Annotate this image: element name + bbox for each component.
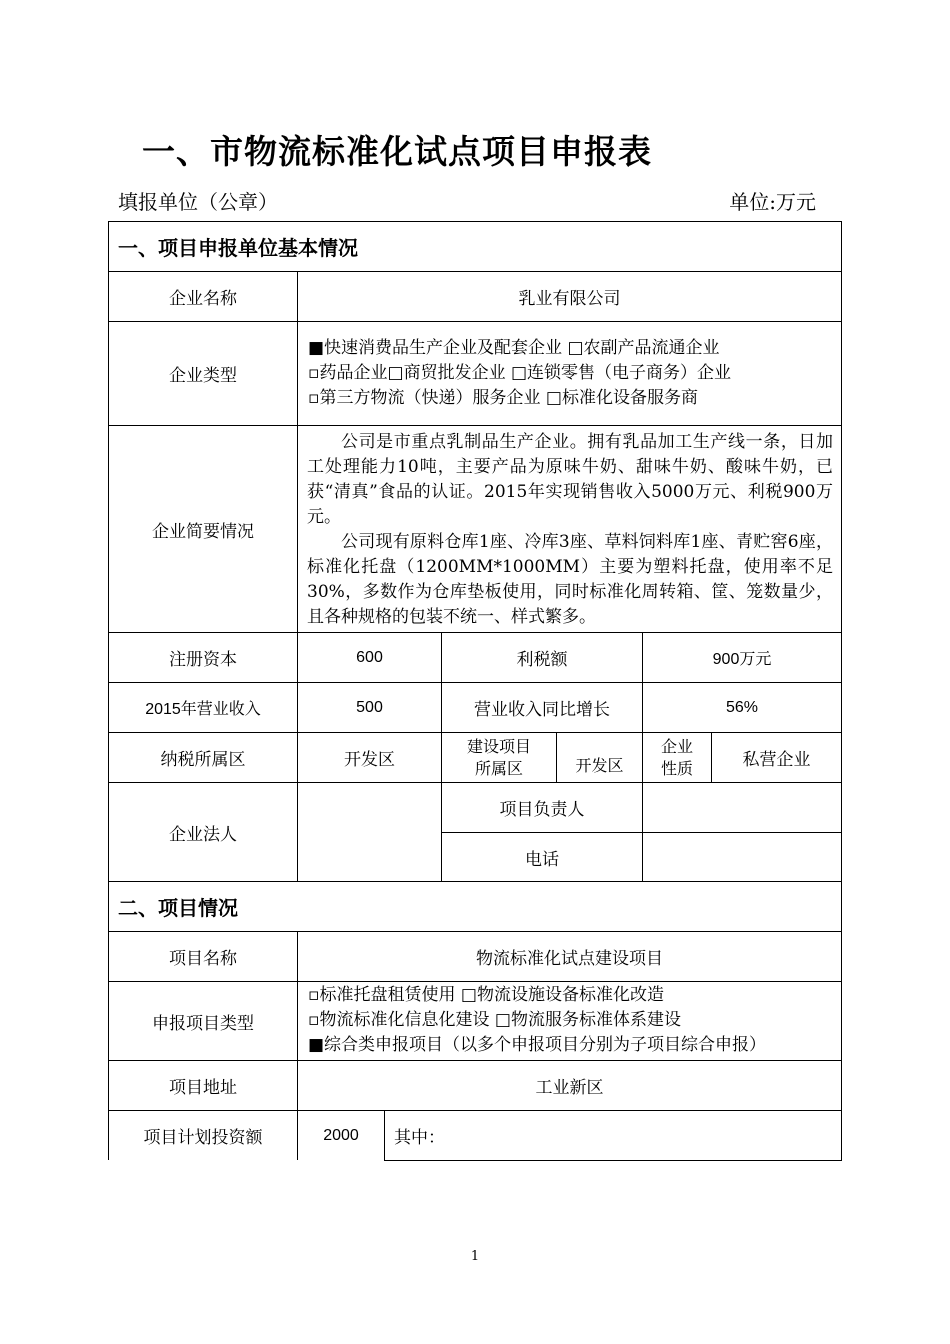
- legal-person-label: 企业法人: [108, 782, 298, 882]
- phone-value: [642, 832, 842, 882]
- project-type-option-line: ▫物流标准化信息化建设 □物流服务标准体系建设: [308, 1010, 681, 1030]
- project-name-value: 物流标准化试点建设项目: [297, 931, 842, 982]
- company-name-label: 企业名称: [108, 271, 298, 322]
- phone-label: 电话: [441, 832, 643, 882]
- investment-detail: 其中：: [384, 1110, 842, 1161]
- page-title: 一、市物流标准化试点项目申报表: [142, 132, 652, 171]
- tax-district-value: 开发区: [297, 732, 442, 783]
- currency-unit-label: 单位:万元: [729, 190, 816, 214]
- summary-paragraph: 公司是市重点乳制品生产企业。拥有乳品加工生产线一条，日加工处理能力10吨，主要产品为原味牛奶、甜味牛奶、酸味牛奶，已获“清真”食品的认证。2015年实现销售收入5000万元、利税900万元。: [307, 432, 833, 527]
- project-name-label: 项目名称: [108, 931, 298, 982]
- registered-capital-value: 600: [297, 632, 442, 683]
- profit-tax-value: 900万元: [642, 632, 842, 683]
- profit-tax-label: 利税额: [441, 632, 643, 683]
- summary-paragraph: 公司现有原料仓库1座、冷库3座、草料饲料库1座、青贮窖6座，标准化托盘（1200MM*1000MM）主要为塑料托盘，使用率不足30%，多数作为仓库垫板使用，同时标准化周转箱、筐、笼数量少，且各种规格的包装不统一、样式繁多。: [307, 532, 833, 627]
- company-type-label: 企业类型: [108, 321, 298, 426]
- revenue-growth-label: 营业收入同比增长: [441, 682, 643, 733]
- filler-unit-label: 填报单位（公章）: [118, 190, 278, 214]
- company-name-value: 乳业有限公司: [297, 271, 842, 322]
- project-manager-label: 项目负责人: [441, 782, 643, 833]
- project-type-options: [297, 981, 842, 1061]
- company-type-option-line: ▫第三方物流（快递）服务企业 □标准化设备服务商: [308, 388, 698, 408]
- summary-label: 企业简要情况: [108, 425, 298, 633]
- company-type-options: [297, 321, 842, 426]
- company-type-option-line: ▫药品企业□商贸批发企业 □连锁零售（电子商务）企业: [308, 363, 732, 383]
- project-district-value: 开发区: [556, 732, 643, 783]
- revenue-value: 500: [297, 682, 442, 733]
- project-address-value: 工业新区: [297, 1060, 842, 1111]
- registered-capital-label: 注册资本: [108, 632, 298, 683]
- revenue-growth-value: 56%: [642, 682, 842, 733]
- project-type-option-line: ▫标准托盘租赁使用 □物流设施设备标准化改造: [308, 985, 664, 1005]
- nature-label: 企业性质: [642, 732, 712, 783]
- project-type-option-line: ■综合类申报项目（以多个申报项目分别为子项目综合申报）: [308, 1035, 767, 1055]
- investment-value: 2000: [297, 1110, 385, 1160]
- tax-district-label: 纳税所属区: [108, 732, 298, 783]
- investment-label: 项目计划投资额: [108, 1110, 298, 1160]
- project-manager-value: [642, 782, 842, 833]
- company-type-option-line: ■快速消费品生产企业及配套企业 □农副产品流通企业: [308, 338, 720, 358]
- page-number: 1: [470, 1249, 480, 1264]
- section1-heading: 一、项目申报单位基本情况: [108, 221, 842, 272]
- project-district-label: 建设项目所属区: [441, 732, 557, 783]
- legal-person-value: [297, 782, 442, 882]
- revenue-label: 2015年营业收入: [108, 682, 298, 733]
- summary-content: [297, 425, 842, 633]
- project-address-label: 项目地址: [108, 1060, 298, 1111]
- nature-value: 私营企业: [711, 732, 842, 783]
- project-type-label: 申报项目类型: [108, 981, 298, 1061]
- section2-heading: 二、项目情况: [108, 881, 842, 932]
